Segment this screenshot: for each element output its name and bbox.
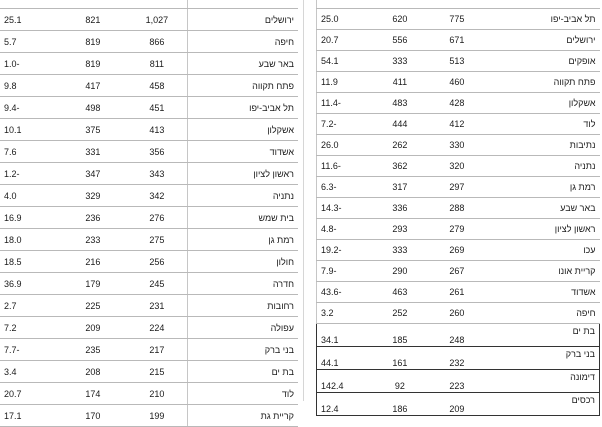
percent-change-cell: 20.7 xyxy=(317,30,372,51)
previous-value-cell: 185 xyxy=(372,324,429,347)
header-cell xyxy=(486,0,600,9)
percent-change-cell: 34.1 xyxy=(317,324,372,347)
table-row xyxy=(317,156,600,177)
previous-value-cell: 161 xyxy=(372,347,429,370)
current-value-cell: 330 xyxy=(428,135,485,156)
previous-value-cell: 317 xyxy=(372,177,429,198)
percent-change-cell: 9.4- xyxy=(0,97,59,119)
table-row xyxy=(317,51,600,72)
city-name-cell: בת ים xyxy=(486,324,600,347)
current-value-cell: 248 xyxy=(428,324,485,347)
sheet-divider xyxy=(303,0,304,401)
current-value-cell: 1,027 xyxy=(126,9,187,31)
current-value-cell: 356 xyxy=(126,141,187,163)
percent-change-cell: 16.9 xyxy=(0,207,59,229)
current-value-cell: 210 xyxy=(126,383,187,405)
previous-value-cell: 179 xyxy=(59,273,126,295)
previous-value-cell: 235 xyxy=(59,339,126,361)
percent-change-cell: 11.9 xyxy=(317,72,372,93)
city-name-cell: ירושלים xyxy=(188,9,298,31)
city-name-cell: פתח תקווה xyxy=(188,75,298,97)
city-name-cell: פתח תקווה xyxy=(486,72,600,93)
table-row xyxy=(0,207,298,229)
city-name-cell: באר שבע xyxy=(188,53,298,75)
previous-value-cell: 186 xyxy=(372,393,429,416)
current-value-cell: 245 xyxy=(126,273,187,295)
previous-value-cell: 293 xyxy=(372,219,429,240)
table-row xyxy=(317,135,600,156)
table-row xyxy=(0,295,298,317)
percent-change-cell: 26.0 xyxy=(317,135,372,156)
city-name-cell: אשדוד xyxy=(188,141,298,163)
percent-change-cell: 1.2- xyxy=(0,163,59,185)
percent-change-cell: 7.2- xyxy=(317,114,372,135)
current-value-cell: 232 xyxy=(428,347,485,370)
current-value-cell: 451 xyxy=(126,97,187,119)
table-row xyxy=(317,303,600,324)
header-row xyxy=(317,0,600,9)
previous-value-cell: 819 xyxy=(59,31,126,53)
percent-change-cell: 11.4- xyxy=(317,93,372,114)
city-name-cell: בני ברק xyxy=(486,347,600,370)
current-value-cell: 866 xyxy=(126,31,187,53)
city-name-cell: עכו xyxy=(486,240,600,261)
previous-value-cell: 208 xyxy=(59,361,126,383)
previous-value-cell: 174 xyxy=(59,383,126,405)
header-cell xyxy=(428,0,485,9)
previous-value-cell: 556 xyxy=(372,30,429,51)
percent-change-cell: 142.4 xyxy=(317,370,372,393)
header-cell xyxy=(0,0,59,9)
table-row xyxy=(317,9,600,30)
city-name-cell: נתיבות xyxy=(486,135,600,156)
percent-change-cell: 25.1 xyxy=(0,9,59,31)
percent-change-cell: 7.6 xyxy=(0,141,59,163)
city-name-cell: תל אביב-יפו xyxy=(486,9,600,30)
current-value-cell: 297 xyxy=(428,177,485,198)
city-name-cell: קריית גת xyxy=(188,405,298,427)
city-name-cell: לוד xyxy=(486,114,600,135)
percent-change-cell: 7.7- xyxy=(0,339,59,361)
table-row xyxy=(317,93,600,114)
percent-change-cell: 20.7 xyxy=(0,383,59,405)
city-name-cell: חיפה xyxy=(188,31,298,53)
table-row xyxy=(0,361,298,383)
current-value-cell: 428 xyxy=(428,93,485,114)
table-row xyxy=(0,31,298,53)
current-value-cell: 267 xyxy=(428,261,485,282)
current-value-cell: 231 xyxy=(126,295,187,317)
percent-change-cell: 2.7 xyxy=(0,295,59,317)
previous-value-cell: 331 xyxy=(59,141,126,163)
percent-change-cell: 18.0 xyxy=(0,229,59,251)
table-row xyxy=(0,273,298,295)
previous-value-cell: 252 xyxy=(372,303,429,324)
table-row xyxy=(0,53,298,75)
table-row xyxy=(317,198,600,219)
table-row xyxy=(317,393,600,416)
percent-change-cell: 7.9- xyxy=(317,261,372,282)
percent-change-cell: 1.0- xyxy=(0,53,59,75)
city-name-cell: אשקלון xyxy=(486,93,600,114)
previous-value-cell: 417 xyxy=(59,75,126,97)
city-name-cell: באר שבע xyxy=(486,198,600,219)
current-value-cell: 343 xyxy=(126,163,187,185)
current-value-cell: 288 xyxy=(428,198,485,219)
percent-change-cell: 10.1 xyxy=(0,119,59,141)
table-row xyxy=(0,317,298,339)
current-value-cell: 269 xyxy=(428,240,485,261)
percent-change-cell: 36.9 xyxy=(0,273,59,295)
city-name-cell: ראשון לציון xyxy=(486,219,600,240)
previous-value-cell: 375 xyxy=(59,119,126,141)
table-row xyxy=(317,30,600,51)
table-row xyxy=(317,282,600,303)
table-row xyxy=(0,163,298,185)
current-value-cell: 215 xyxy=(126,361,187,383)
previous-value-cell: 347 xyxy=(59,163,126,185)
previous-value-cell: 92 xyxy=(372,370,429,393)
city-name-cell: קריית אונו xyxy=(486,261,600,282)
previous-value-cell: 620 xyxy=(372,9,429,30)
city-name-cell: ראשון לציון xyxy=(188,163,298,185)
current-value-cell: 279 xyxy=(428,219,485,240)
table-row xyxy=(317,114,600,135)
city-name-cell: רמת גן xyxy=(188,229,298,251)
left-sheet xyxy=(0,0,298,427)
table-row xyxy=(317,261,600,282)
current-value-cell: 811 xyxy=(126,53,187,75)
current-value-cell: 671 xyxy=(428,30,485,51)
city-name-cell: רמת גן xyxy=(486,177,600,198)
table-row xyxy=(0,251,298,273)
table-row xyxy=(0,9,298,31)
percent-change-cell: 18.5 xyxy=(0,251,59,273)
table-row xyxy=(0,229,298,251)
city-name-cell: תל אביב-יפו xyxy=(188,97,298,119)
city-name-cell: ירושלים xyxy=(486,30,600,51)
table-row xyxy=(0,339,298,361)
previous-value-cell: 498 xyxy=(59,97,126,119)
percent-change-cell: 3.4 xyxy=(0,361,59,383)
current-value-cell: 342 xyxy=(126,185,187,207)
city-name-cell: לוד xyxy=(188,383,298,405)
table-row xyxy=(317,240,600,261)
percent-change-cell: 11.6- xyxy=(317,156,372,177)
previous-value-cell: 821 xyxy=(59,9,126,31)
previous-value-cell: 329 xyxy=(59,185,126,207)
table-row xyxy=(317,324,600,347)
current-value-cell: 320 xyxy=(428,156,485,177)
header-cell xyxy=(372,0,429,9)
previous-value-cell: 336 xyxy=(372,198,429,219)
header-cell xyxy=(59,0,126,9)
city-name-cell: אופקים xyxy=(486,51,600,72)
percent-change-cell: 43.6- xyxy=(317,282,372,303)
current-value-cell: 458 xyxy=(126,75,187,97)
percent-change-cell: 25.0 xyxy=(317,9,372,30)
city-name-cell: רחובות xyxy=(188,295,298,317)
current-value-cell: 775 xyxy=(428,9,485,30)
city-name-cell: בית שמש xyxy=(188,207,298,229)
current-value-cell: 199 xyxy=(126,405,187,427)
previous-value-cell: 333 xyxy=(372,51,429,72)
city-name-cell: עפולה xyxy=(188,317,298,339)
table-row xyxy=(0,185,298,207)
table-row xyxy=(0,141,298,163)
current-value-cell: 275 xyxy=(126,229,187,251)
current-value-cell: 224 xyxy=(126,317,187,339)
percent-change-cell: 9.8 xyxy=(0,75,59,97)
percent-change-cell: 6.3- xyxy=(317,177,372,198)
city-name-cell: בת ים xyxy=(188,361,298,383)
current-value-cell: 460 xyxy=(428,72,485,93)
percent-change-cell: 54.1 xyxy=(317,51,372,72)
previous-value-cell: 236 xyxy=(59,207,126,229)
table-row xyxy=(317,347,600,370)
header-cell xyxy=(126,0,187,9)
city-name-cell: רכסים xyxy=(486,393,600,416)
header-cell xyxy=(317,0,372,9)
table-row xyxy=(317,177,600,198)
table-row xyxy=(0,75,298,97)
current-value-cell: 223 xyxy=(428,370,485,393)
previous-value-cell: 233 xyxy=(59,229,126,251)
previous-value-cell: 362 xyxy=(372,156,429,177)
current-value-cell: 412 xyxy=(428,114,485,135)
table-row xyxy=(0,119,298,141)
header-cell xyxy=(188,0,298,9)
left-table xyxy=(0,0,298,427)
table-row xyxy=(317,72,600,93)
city-name-cell: אשדוד xyxy=(486,282,600,303)
city-name-cell: חיפה xyxy=(486,303,600,324)
table-row xyxy=(0,383,298,405)
right-sheet xyxy=(316,0,600,416)
percent-change-cell: 19.2- xyxy=(317,240,372,261)
percent-change-cell: 17.1 xyxy=(0,405,59,427)
previous-value-cell: 483 xyxy=(372,93,429,114)
percent-change-cell: 12.4 xyxy=(317,393,372,416)
percent-change-cell: 7.2 xyxy=(0,317,59,339)
previous-value-cell: 216 xyxy=(59,251,126,273)
city-name-cell: אשקלון xyxy=(188,119,298,141)
city-name-cell: חדרה xyxy=(188,273,298,295)
table-row xyxy=(0,405,298,427)
table-row xyxy=(0,97,298,119)
current-value-cell: 261 xyxy=(428,282,485,303)
right-table xyxy=(316,0,600,416)
percent-change-cell: 44.1 xyxy=(317,347,372,370)
city-name-cell: נתניה xyxy=(188,185,298,207)
current-value-cell: 413 xyxy=(126,119,187,141)
current-value-cell: 256 xyxy=(126,251,187,273)
percent-change-cell: 4.0 xyxy=(0,185,59,207)
previous-value-cell: 463 xyxy=(372,282,429,303)
current-value-cell: 276 xyxy=(126,207,187,229)
current-value-cell: 209 xyxy=(428,393,485,416)
previous-value-cell: 444 xyxy=(372,114,429,135)
city-name-cell: חולון xyxy=(188,251,298,273)
percent-change-cell: 3.2 xyxy=(317,303,372,324)
city-name-cell: נתניה xyxy=(486,156,600,177)
previous-value-cell: 225 xyxy=(59,295,126,317)
current-value-cell: 513 xyxy=(428,51,485,72)
percent-change-cell: 4.8- xyxy=(317,219,372,240)
table-row xyxy=(317,370,600,393)
percent-change-cell: 5.7 xyxy=(0,31,59,53)
previous-value-cell: 333 xyxy=(372,240,429,261)
city-name-cell: דימונה xyxy=(486,370,600,393)
previous-value-cell: 290 xyxy=(372,261,429,282)
header-row xyxy=(0,0,298,9)
table-row xyxy=(317,219,600,240)
city-name-cell: בני ברק xyxy=(188,339,298,361)
previous-value-cell: 209 xyxy=(59,317,126,339)
previous-value-cell: 262 xyxy=(372,135,429,156)
previous-value-cell: 819 xyxy=(59,53,126,75)
percent-change-cell: 14.3- xyxy=(317,198,372,219)
current-value-cell: 217 xyxy=(126,339,187,361)
previous-value-cell: 411 xyxy=(372,72,429,93)
current-value-cell: 260 xyxy=(428,303,485,324)
previous-value-cell: 170 xyxy=(59,405,126,427)
